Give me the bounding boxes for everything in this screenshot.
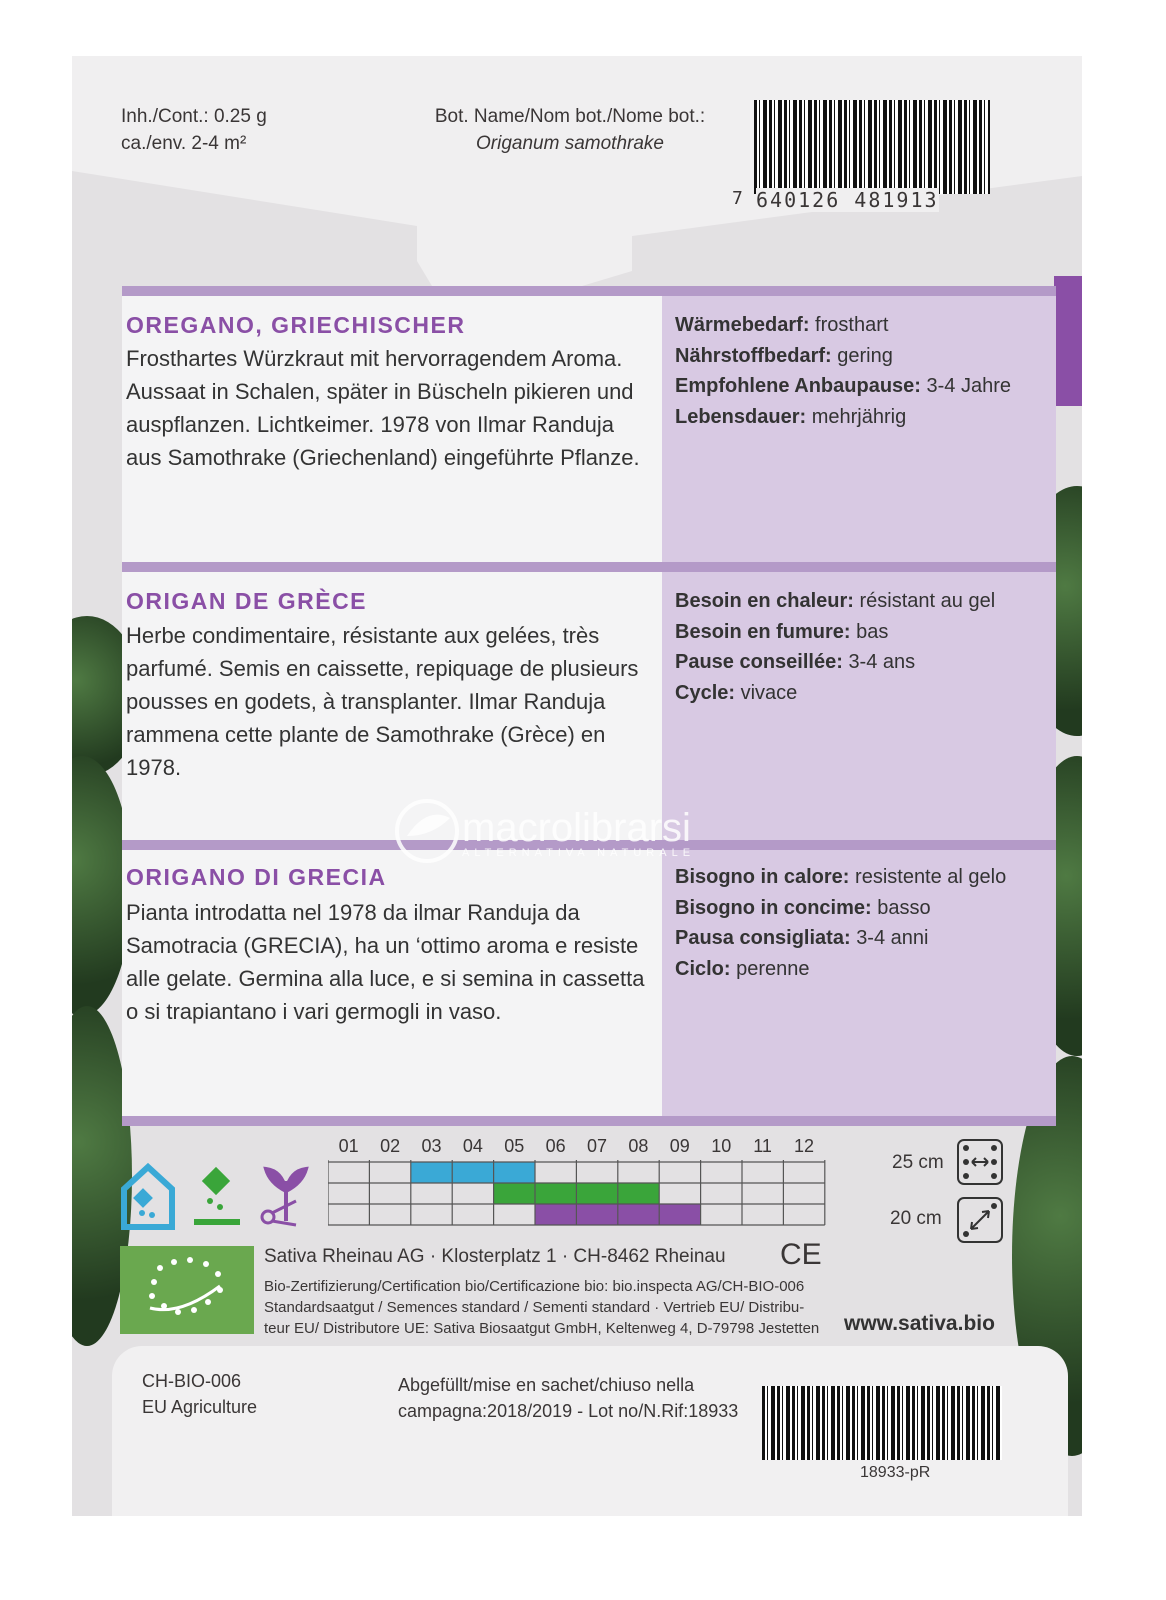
content-info bbox=[121, 103, 267, 157]
section-title-it: ORIGANO DI GRECIA bbox=[126, 864, 387, 890]
eu-agriculture: EU Agriculture bbox=[142, 1397, 258, 1417]
botanical-label: Bot. Name/Nom bot./Nome bot.: bbox=[434, 106, 706, 127]
ean-barcode bbox=[754, 100, 990, 194]
section-divider bbox=[122, 286, 1056, 296]
section-title-de: OREGANO, GRIECHISCHER bbox=[126, 312, 466, 338]
outdoor-sowing-icon bbox=[190, 1161, 246, 1231]
cert-info bbox=[142, 1368, 257, 1420]
properties-de: Wärmebedarf: frosthart Nährstoffbedarf: gering Empfohlene Anbaupause: 3-4 Jahre Lebensdauer: mehrjährig bbox=[675, 314, 1012, 428]
seed-packet bbox=[72, 56, 1082, 1516]
botanical-info bbox=[430, 103, 710, 157]
watermark bbox=[462, 806, 695, 859]
botanical-name: Origanum samothrake bbox=[476, 133, 664, 154]
sowing-area: ca./env. 2-4 m² bbox=[121, 133, 247, 154]
lot-barcode bbox=[762, 1386, 1002, 1460]
row-distance-icon bbox=[956, 1138, 1004, 1186]
company-address: Sativa Rheinau AG · Klosterplatz 1 · CH-8462 Rheinau bbox=[264, 1246, 726, 1267]
section-description-it: Pianta introdatta nel 1978 da ilmar Randuja da Samotracia (GRECIA), ha un ‘ottimo aroma e resiste alle gelate. Germina alla luce, e si semina in cassetta o si trapiantano i vari germogli in vaso. bbox=[126, 900, 645, 1024]
watermark-logo-icon bbox=[392, 796, 462, 866]
article-code: 18933-pR bbox=[860, 1464, 931, 1481]
section-description-fr: Herbe condimentaire, résistante aux gelées, très parfumé. Semis en caissette, repiquage de plusieurs pousses en godets, à transplanter. Ilmar Randuja rammena cette plante de Samothrake (Grèce) en 1978. bbox=[126, 623, 639, 780]
greenhouse-sowing-icon bbox=[120, 1161, 176, 1231]
ean-lead-digit: 7 bbox=[732, 188, 743, 209]
ean-digits: 640126 481913 bbox=[756, 188, 939, 212]
properties-fr: Besoin en chaleur: résistant au gel Besoin en fumure: bas Pause conseillée: 3-4 ans Cycle: vivace bbox=[675, 590, 996, 704]
harvest-icon bbox=[256, 1161, 316, 1231]
section-divider bbox=[122, 562, 1056, 572]
plant-distance-label: 20 cm bbox=[890, 1208, 942, 1229]
watermark-brand: macrolibrarsi bbox=[462, 806, 691, 850]
purple-edge bbox=[1054, 276, 1082, 406]
website-link[interactable]: www.sativa.bio bbox=[844, 1312, 995, 1335]
section-title-fr: ORIGAN DE GRÈCE bbox=[126, 588, 368, 614]
watermark-tagline: ALTERNATIVA NATURALE bbox=[462, 847, 696, 859]
section-divider bbox=[122, 1116, 1056, 1126]
content-amount: Inh./Cont.: 0.25 g bbox=[121, 106, 267, 127]
calendar-grid bbox=[328, 1160, 828, 1230]
cert-code: CH-BIO-006 bbox=[142, 1371, 242, 1391]
plant-distance-icon bbox=[956, 1196, 1004, 1244]
ce-mark: CE bbox=[780, 1238, 822, 1271]
eu-organic-logo-icon bbox=[120, 1246, 254, 1334]
calendar-months: 01 02 03 04 05 06 07 08 09 10 11 12 bbox=[338, 1136, 814, 1156]
section-description-de: Frosthartes Würzkraut mit hervorragendem Aroma. Aussaat in Schalen, später in Büscheln pikieren und auspflanzen. Lichtkeimer. 1978 von Ilmar Randuja aus Samothrake (Griechenland) eingeführte Pflanze. bbox=[126, 346, 640, 470]
calendar-bar-indoor-sowing bbox=[411, 1162, 535, 1183]
certification-text: Bio-Zertifizierung/Certification bio/Certificazione bio: bio.inspecta AG/CH-BIO-006 Standardsaatgut / Semences standard / Sementi standard · Vertrieb EU/ Distribu- teur EU/ Distributore UE: Sativa Biosaatgut GmbH, Keltenweg 4, D-79798 Jestetten bbox=[264, 1278, 820, 1337]
row-distance-label: 25 cm bbox=[892, 1152, 944, 1173]
lot-info: Abgefüllt/mise en sachet/chiuso nella campagna:2018/2019 - Lot no/N.Rif:18933 bbox=[398, 1375, 739, 1421]
properties-it: Bisogno in calore: resistente al gelo Bisogno in concime: basso Pausa consigliata: 3-4 anni Ciclo: perenne bbox=[675, 866, 1007, 980]
